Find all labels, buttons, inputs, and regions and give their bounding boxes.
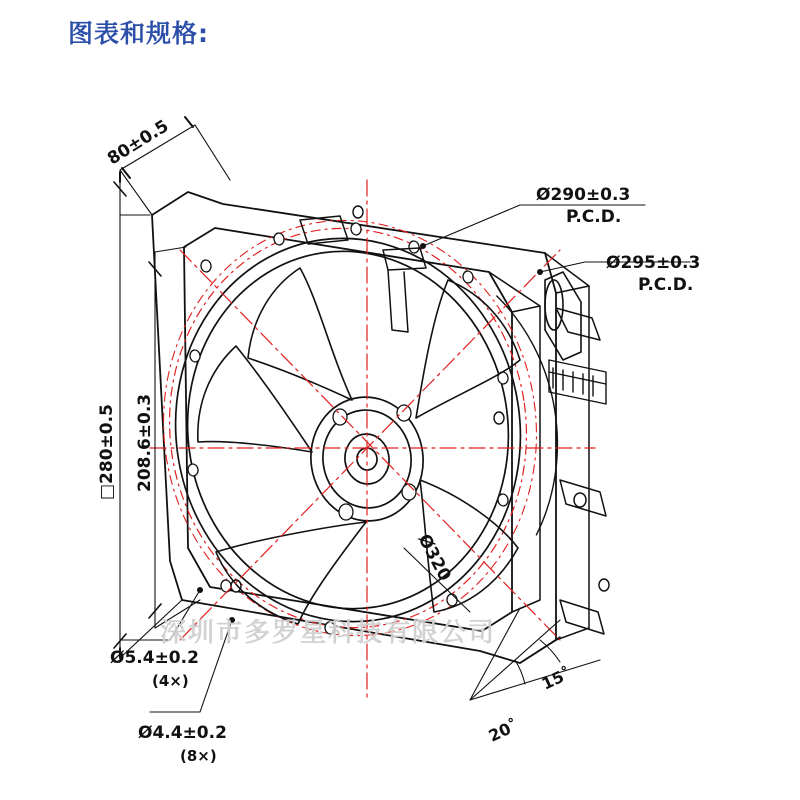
fan-housing-depth-edges [489, 253, 589, 663]
dim-label-hole-4-4: Ø4.4±0.2 [138, 723, 227, 743]
page-title: 图表和规格: [68, 19, 209, 48]
dim-label-hole-5-4: Ø5.4±0.2 [110, 648, 199, 668]
fan-housing-front-frame [152, 192, 556, 663]
mounting-holes [187, 222, 509, 634]
dim-label-pcd-290-sub: P.C.D. [566, 207, 622, 227]
capacitor-cylinder [545, 272, 581, 360]
dim-label-impeller-320: Ø320 [413, 530, 455, 585]
angle-label-15: 15˚ [538, 663, 575, 694]
watermark: 深圳市多罗星科技有限公司 [160, 618, 497, 648]
dim-label-pcd-290: Ø290±0.3 [536, 185, 631, 205]
dim-label-pcd-295-sub2: P.C.D. [638, 275, 694, 295]
dim-label-depth-80: 80±0.5 [104, 116, 173, 170]
fan-front-plate-outline [184, 228, 512, 631]
dim-label-hole-4-4-sub: (8×) [180, 747, 217, 765]
angle-label-20: 20˚ [485, 715, 522, 746]
dim-label-pcd-295: Ø295±0.3 [606, 253, 701, 273]
dim-label-inner-208: 208.6±0.3 [135, 393, 155, 492]
dim-label-frame-280: □280±0.5 [97, 404, 117, 500]
dim-label-hole-5-4-sub: (4×) [152, 672, 189, 690]
terminal-block [549, 360, 606, 404]
